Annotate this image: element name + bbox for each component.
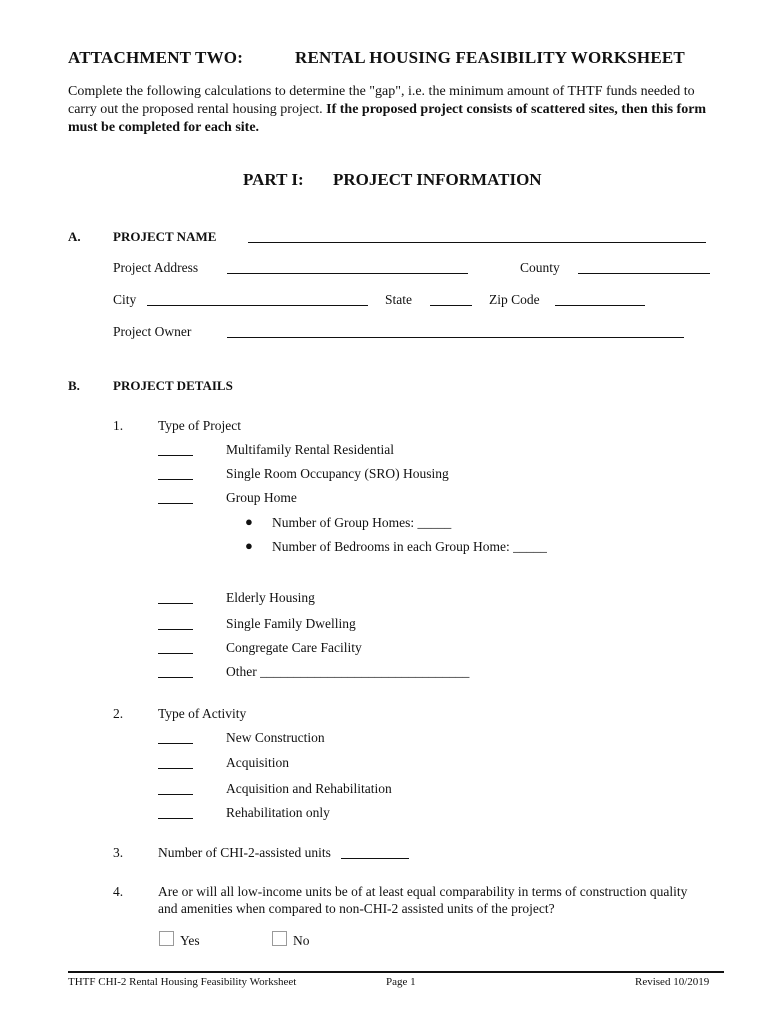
project-type-option: Group Home [226, 490, 297, 505]
activity-type-blank[interactable] [158, 768, 193, 769]
project-address-label: Project Address [113, 260, 199, 275]
city-field[interactable] [147, 305, 368, 306]
project-owner-label: Project Owner [113, 324, 192, 339]
yes-checkbox[interactable] [159, 931, 174, 946]
project-name-field[interactable] [248, 242, 706, 243]
assisted-units-field[interactable] [341, 858, 409, 859]
zip-code-field[interactable] [555, 305, 645, 306]
q1-label: Type of Project [158, 418, 242, 433]
instructions-paragraph [68, 83, 708, 137]
footer-revision: Revised 10/2019 [635, 976, 710, 988]
project-owner-field[interactable] [227, 337, 684, 338]
activity-type-option: New Construction [226, 730, 325, 745]
attachment-label: ATTACHMENT TWO: [68, 48, 244, 67]
project-type-blank[interactable] [158, 503, 193, 504]
section-a-letter: A. [68, 229, 81, 244]
project-type-blank[interactable] [158, 677, 193, 678]
q4-question-line-2: and amenities when compared to non-CHI-2 assisted units of the project? [158, 901, 555, 916]
part-label: PART I: [243, 170, 304, 189]
zip-code-label: Zip Code [489, 292, 540, 307]
instructions-bold-text: If the proposed project consists of scattered sites, then this form must be completed for each site. [68, 102, 707, 135]
activity-type-option: Acquisition [226, 755, 289, 770]
project-type-option: Elderly Housing [226, 590, 315, 605]
project-type-blank[interactable] [158, 479, 193, 480]
q3-number: 3. [113, 845, 124, 860]
project-type-option: Single Family Dwelling [226, 616, 356, 631]
county-field[interactable] [578, 273, 710, 274]
project-name-label: PROJECT NAME [113, 229, 217, 244]
q3-label: Number of CHI-2-assisted units [158, 845, 331, 860]
project-type-option: Congregate Care Facility [226, 640, 362, 655]
section-b-title: PROJECT DETAILS [113, 378, 233, 393]
project-type-blank[interactable] [158, 603, 193, 604]
activity-type-blank[interactable] [158, 818, 193, 819]
q1-number: 1. [113, 418, 124, 433]
yes-label: Yes [180, 933, 200, 948]
instructions-text: Complete the following calculations to determine the "gap", i.e. the minimum amount of THTF funds needed to carry out the proposed rental housing project. [68, 84, 695, 117]
no-checkbox[interactable] [272, 931, 287, 946]
q2-number: 2. [113, 706, 124, 721]
project-type-option-other: Other _______________________________ [226, 664, 470, 679]
bullet-icon: ● [245, 514, 253, 529]
project-type-blank[interactable] [158, 629, 193, 630]
bullet-icon: ● [245, 538, 253, 553]
city-label: City [113, 292, 137, 307]
q4-number: 4. [113, 884, 124, 899]
activity-type-option: Acquisition and Rehabilitation [226, 781, 392, 796]
footer-divider [68, 971, 724, 973]
group-homes-count: Number of Group Homes: _____ [272, 515, 452, 530]
part-title: PROJECT INFORMATION [333, 170, 542, 189]
activity-type-blank[interactable] [158, 794, 193, 795]
activity-type-option: Rehabilitation only [226, 805, 330, 820]
project-address-field[interactable] [227, 273, 468, 274]
q4-question-line-1: Are or will all low-income units be of at least equal comparability in terms of construction quality [158, 884, 688, 899]
q2-label: Type of Activity [158, 706, 247, 721]
project-type-option: Single Room Occupancy (SRO) Housing [226, 466, 449, 481]
state-field[interactable] [430, 305, 472, 306]
footer-document-name: THTF CHI-2 Rental Housing Feasibility Worksheet [68, 976, 297, 988]
page-title: RENTAL HOUSING FEASIBILITY WORKSHEET [295, 48, 685, 67]
section-b-letter: B. [68, 378, 80, 393]
county-label: County [520, 260, 560, 275]
project-type-blank[interactable] [158, 653, 193, 654]
no-label: No [293, 933, 310, 948]
project-type-blank[interactable] [158, 455, 193, 456]
group-home-bedrooms: Number of Bedrooms in each Group Home: _____ [272, 539, 547, 554]
activity-type-blank[interactable] [158, 743, 193, 744]
state-label: State [385, 292, 412, 307]
footer-page-number: Page 1 [386, 976, 416, 988]
project-type-option: Multifamily Rental Residential [226, 442, 394, 457]
